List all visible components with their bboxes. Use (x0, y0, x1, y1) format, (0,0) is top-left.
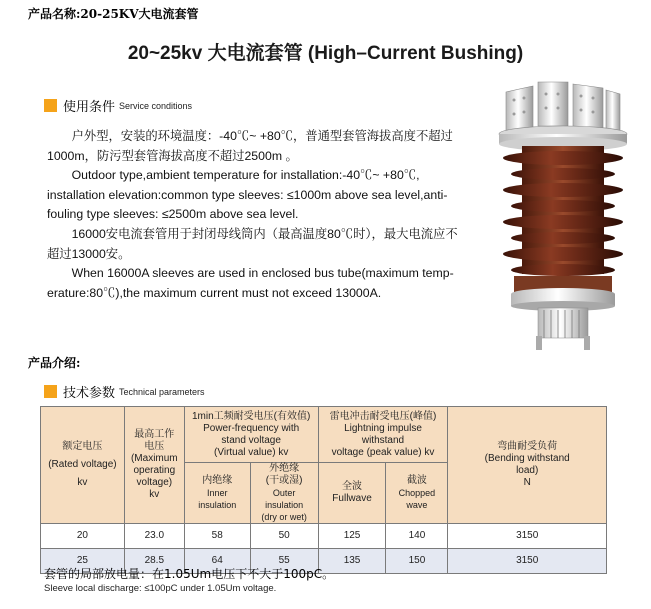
product-name-label: 产品名称:20-25KV大电流套管 (28, 7, 199, 21)
table-cell: 135 (318, 549, 386, 574)
header-inner-insulation: 内绝缘 Inner insulation (184, 463, 250, 524)
service-conditions-heading (44, 96, 192, 115)
bullet-square-icon (44, 99, 57, 112)
paragraph-cn-2: 16000安电流套管用于封闭母线筒内（最高温度80℃时），最大电流应不超过13000安。 (47, 226, 458, 261)
header-max-voltage: 最高工作 电压 (Maximum operating voltage) kv (124, 407, 184, 524)
table-cell: 125 (318, 524, 386, 549)
partial-discharge-note-cn: 套管的局部放电量：在1.05Um电压下不大于100pC。 (44, 567, 335, 581)
header-outer-insulation: 外绝缘 (干或湿) Outer insulation (dry or wet) (250, 463, 318, 524)
paragraph-en-2: When 16000A sleeves are used in enclosed bus tube(maximum temp-erature:80℃),the maximum current must not exceed 13000A. (47, 266, 454, 300)
technical-parameters-title-en: Technical parameters (119, 386, 205, 397)
paragraph-en-1: Outdoor type,ambient temperature for installation:-40℃~ +80℃, installation elevation:common type sleeves: ≤1000m above sea level,anti-fouling type sleeves: ≤2500m above sea level. (47, 168, 448, 222)
header-chopped-wave: 截波 Chopped wave (386, 463, 448, 524)
header-full-wave: 全波 Fullwave (318, 463, 386, 524)
table-cell: 28.5 (124, 549, 184, 574)
bullet-square-icon (44, 385, 57, 398)
header-power-frequency: 1min工频耐受电压(有效值) Power-frequency with stand voltage (Virtual value) kv (184, 407, 318, 463)
table-cell: 55 (250, 549, 318, 574)
service-conditions-text (47, 127, 467, 303)
table-cell: 23.0 (124, 524, 184, 549)
table-cell: 3150 (448, 524, 607, 549)
service-conditions-title-en: Service conditions (119, 100, 193, 111)
table-cell: 58 (184, 524, 250, 549)
partial-discharge-note-en: Sleeve local discharge: ≤100pC under 1.05Um voltage. (44, 583, 277, 594)
table-cell: 50 (250, 524, 318, 549)
page-title: 20~25kv 大电流套管 (High–Current Bushing) (127, 43, 524, 64)
table-cell: 3150 (448, 549, 607, 574)
table-cell: 64 (184, 549, 250, 574)
header-lightning-impulse: 雷电冲击耐受电压(峰值) Lightning impulse withstand voltage (peak value) kv (318, 407, 448, 463)
table-cell: 25 (41, 549, 125, 574)
technical-parameters-heading (44, 382, 205, 401)
paragraph-cn-1: 户外型，安装的环境温度：-40℃~ +80℃，普通型套管海拔高度不超过1000m，防污型套管海拔高度不超过2500m 。 (47, 129, 453, 163)
header-bending-load: 弯曲耐受负荷 (Bending withstand load) N (448, 407, 607, 524)
table-cell: 140 (386, 524, 448, 549)
header-rated-voltage: 额定电压 (Rated voltage) kv (41, 407, 125, 524)
bushing-photo (488, 80, 638, 350)
technical-parameters-table (40, 406, 607, 574)
service-conditions-title-cn: 使用条件 (63, 100, 116, 115)
product-intro-label: 产品介绍: (28, 356, 81, 370)
table-cell: 150 (386, 549, 448, 574)
table-row (41, 524, 607, 549)
technical-parameters-title-cn: 技术参数 (63, 386, 116, 401)
table-cell: 20 (41, 524, 125, 549)
